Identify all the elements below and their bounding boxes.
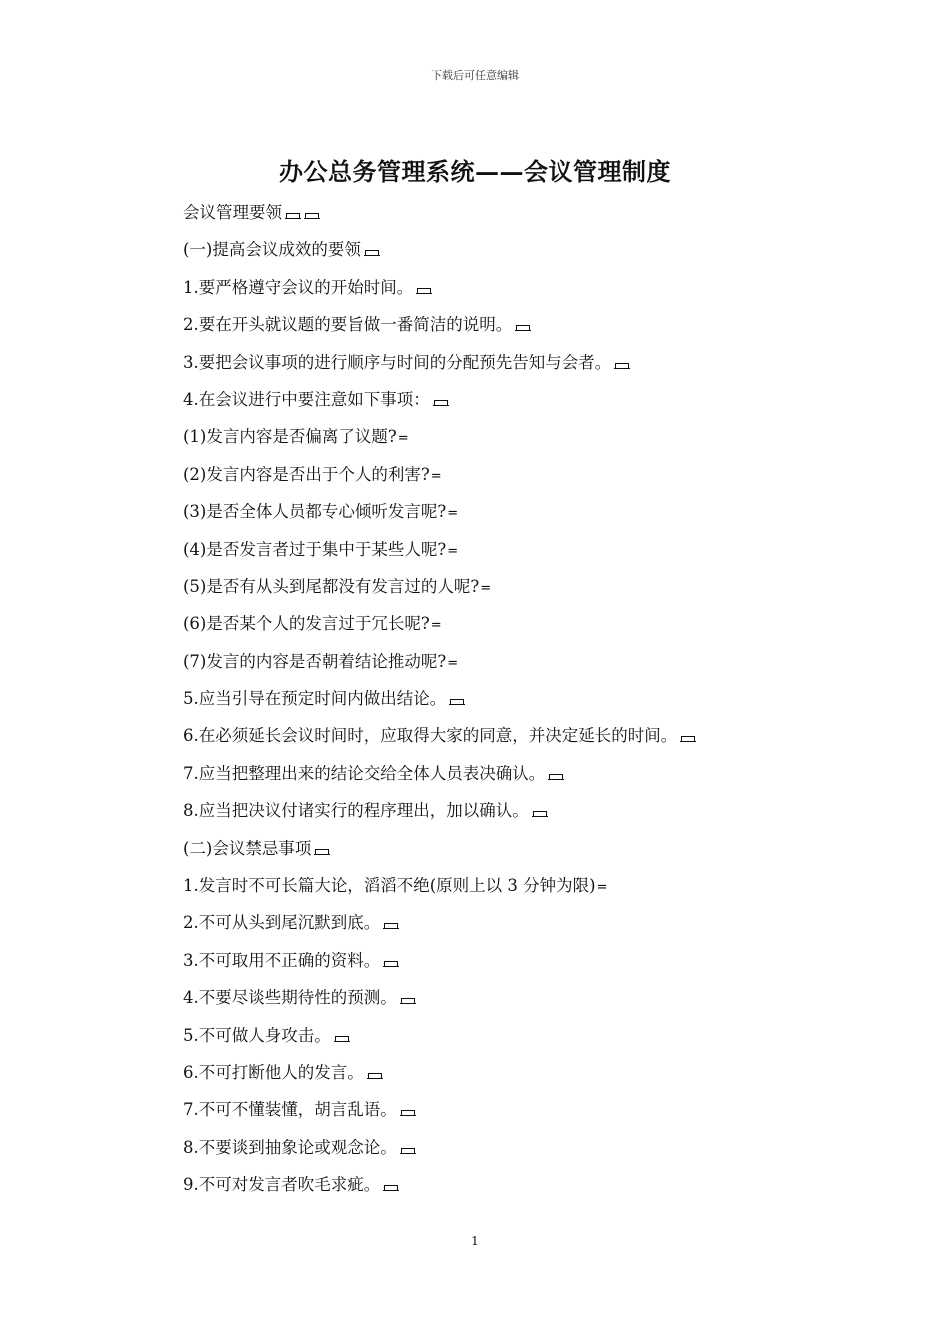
page-number: 1 (471, 1234, 479, 1248)
line-text: (3)是否全体人员都专心倾听发言呢? (183, 502, 447, 522)
text-line (183, 686, 863, 723)
line-break-mark-icon (597, 882, 609, 892)
paragraph-mark-icon (314, 845, 330, 855)
text-line (183, 873, 863, 910)
paragraph-mark-icon (515, 321, 531, 331)
document-body (183, 200, 863, 1210)
text-line (183, 649, 863, 686)
line-text: (4)是否发言者过于集中于某些人呢? (183, 539, 447, 559)
document-title: 办公总务管理系统——会议管理制度 (279, 157, 671, 186)
paragraph-mark-icon (304, 209, 320, 219)
text-line (183, 200, 863, 237)
line-text: 8.应当把决议付诸实行的程序理出，加以确认。 (183, 801, 529, 821)
line-text: 1.发言时不可长篇大论，滔滔不绝(原则上以 3 分钟为限) (183, 876, 596, 896)
line-text: 3.不可取用不正确的资料。 (183, 950, 381, 970)
paragraph-mark-icon (383, 1181, 399, 1191)
line-break-mark-icon (480, 583, 492, 593)
text-line (183, 387, 863, 424)
line-break-mark-icon (447, 546, 459, 556)
paragraph-mark-icon (400, 1106, 416, 1116)
text-line (183, 462, 863, 499)
line-text: (2)发言内容是否出于个人的利害? (183, 464, 430, 484)
page-header: 下载后可任意编辑 (431, 69, 519, 82)
paragraph-mark-icon (532, 807, 548, 817)
text-line (183, 836, 863, 873)
paragraph-mark-icon (400, 1144, 416, 1154)
line-text: 9.不可对发言者吹毛求疵。 (183, 1175, 381, 1195)
line-text: 6.不可打断他人的发言。 (183, 1062, 364, 1082)
text-line (183, 611, 863, 648)
paragraph-mark-icon (383, 957, 399, 967)
paragraph-mark-icon (383, 919, 399, 929)
line-text: 7.应当把整理出来的结论交给全体人员表决确认。 (183, 763, 546, 783)
paragraph-mark-icon (680, 732, 696, 742)
paragraph-mark-icon (400, 994, 416, 1004)
line-break-mark-icon (447, 508, 459, 518)
text-line (183, 1060, 863, 1097)
line-text: (二)会议禁忌事项 (183, 838, 312, 858)
line-break-mark-icon (447, 658, 459, 668)
paragraph-mark-icon (449, 695, 465, 705)
text-line (183, 574, 863, 611)
line-break-mark-icon (431, 620, 443, 630)
paragraph-mark-icon (364, 246, 380, 256)
line-break-mark-icon (398, 433, 410, 443)
line-text: (5)是否有从头到尾都没有发言过的人呢? (183, 576, 480, 596)
line-text: (6)是否某个人的发言过于冗长呢? (183, 614, 430, 634)
text-line (183, 1097, 863, 1134)
line-text: 4.不要尽谈些期待性的预测。 (183, 988, 397, 1008)
line-text: 4.在会议进行中要注意如下事项： (183, 389, 430, 409)
text-line (183, 798, 863, 835)
paragraph-mark-icon (416, 284, 432, 294)
line-text: 8.不要谈到抽象论或观念论。 (183, 1137, 397, 1157)
paragraph-mark-icon (334, 1032, 350, 1042)
line-text: (一)提高会议成效的要领 (183, 240, 361, 260)
line-text: 2.要在开头就议题的要旨做一番简洁的说明。 (183, 315, 513, 335)
line-text: (7)发言的内容是否朝着结论推动呢? (183, 651, 447, 671)
text-line (183, 948, 863, 985)
line-text: 3.要把会议事项的进行顺序与时间的分配预先告知与会者。 (183, 352, 612, 372)
paragraph-mark-icon (548, 770, 564, 780)
line-text: (1)发言内容是否偏离了议题? (183, 427, 397, 447)
line-text: 1.要严格遵守会议的开始时间。 (183, 277, 414, 297)
text-line (183, 1023, 863, 1060)
text-line (183, 424, 863, 461)
text-line (183, 985, 863, 1022)
text-line (183, 723, 863, 760)
line-text: 7.不可不懂装懂，胡言乱语。 (183, 1100, 397, 1120)
line-text: 会议管理要领 (183, 203, 282, 222)
text-line (183, 237, 863, 274)
line-text: 6.在必须延长会议时间时，应取得大家的同意，并决定延长的时间。 (183, 726, 678, 746)
text-line (183, 537, 863, 574)
text-line (183, 910, 863, 947)
text-line (183, 1135, 863, 1172)
paragraph-mark-icon (367, 1069, 383, 1079)
paragraph-mark-icon (433, 396, 449, 406)
line-text: 5.应当引导在预定时间内做出结论。 (183, 689, 447, 709)
text-line (183, 350, 863, 387)
text-line (183, 761, 863, 798)
line-break-mark-icon (431, 471, 443, 481)
text-line (183, 275, 863, 312)
line-text: 5.不可做人身攻击。 (183, 1025, 331, 1045)
paragraph-mark-icon (285, 209, 301, 219)
paragraph-mark-icon (614, 359, 630, 369)
text-line (183, 499, 863, 536)
text-line (183, 1172, 863, 1209)
line-text: 2.不可从头到尾沉默到底。 (183, 913, 381, 933)
text-line (183, 312, 863, 349)
